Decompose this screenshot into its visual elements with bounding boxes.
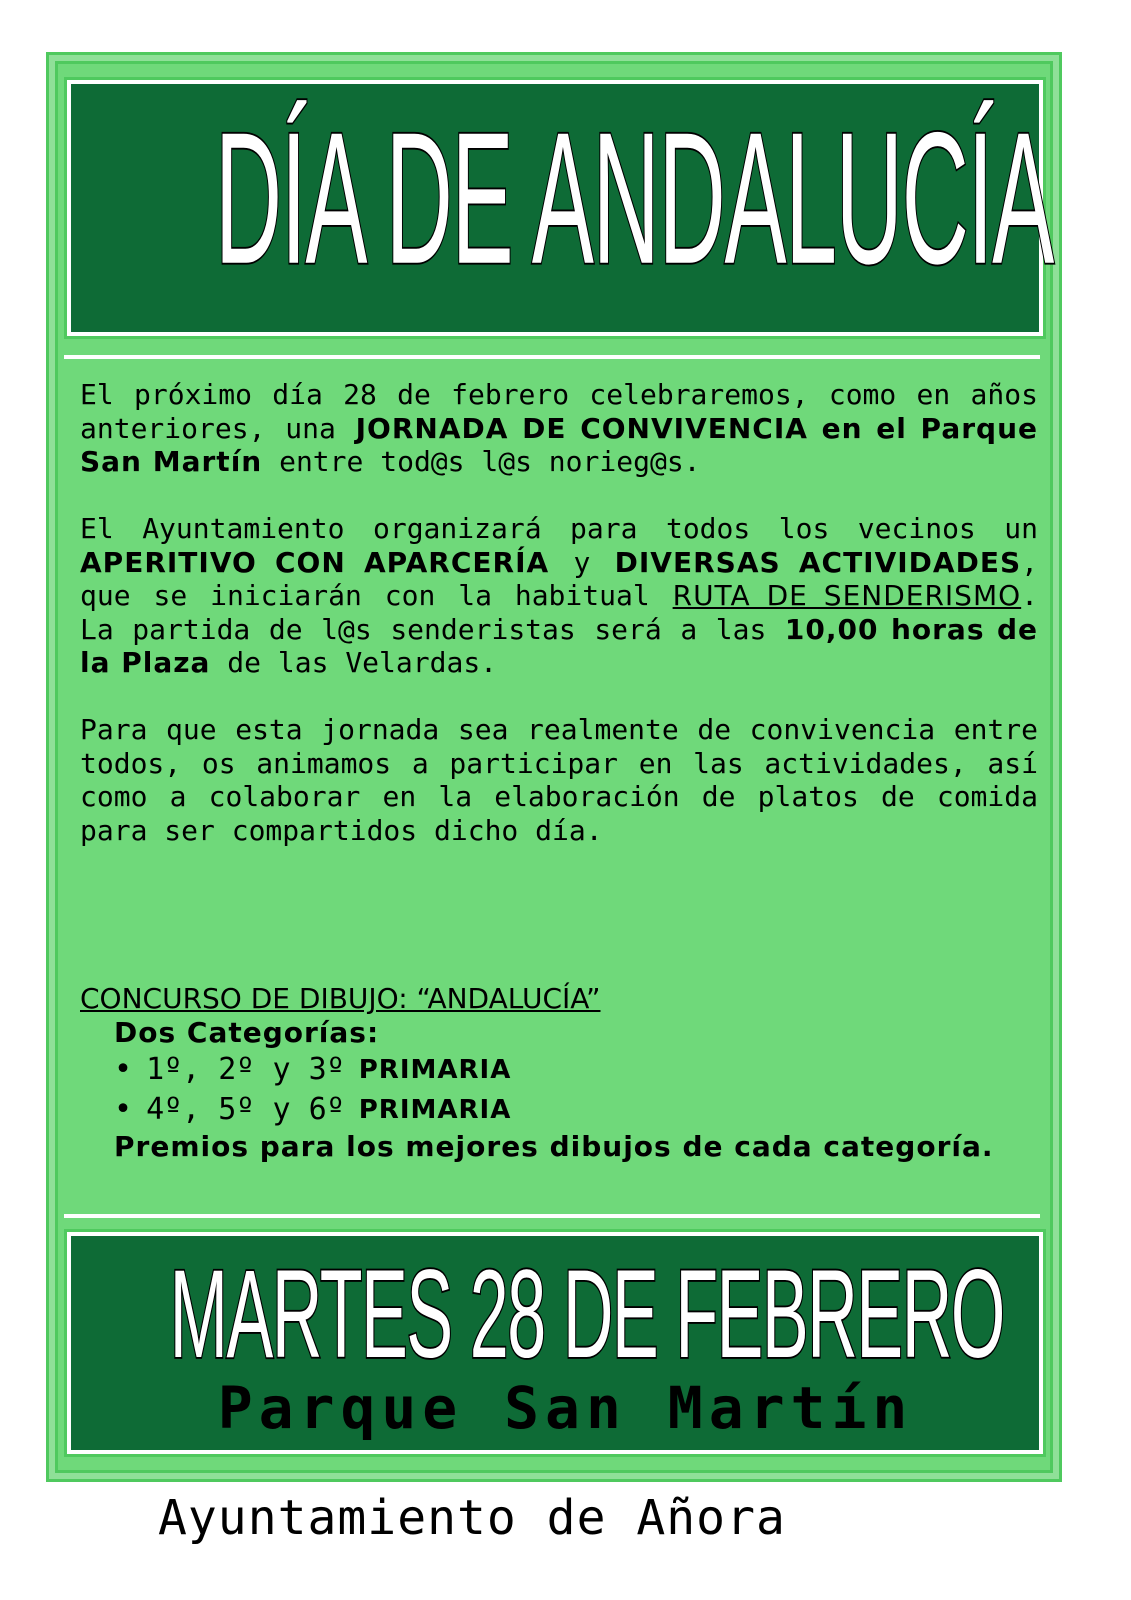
divider-top: [64, 355, 1040, 359]
paragraph-activities: El Ayuntamiento organizará para todos los vecinos un APERITIVO CON APARCERÍA y DIVERSAS ACTIVIDADES, que se iniciarán con la habitual RUTA DE SENDERISMO. La partida de l@s senderistas será a las 10,00 horas de la Plaza de las Velardas.: [80, 512, 1039, 679]
contest-title: CONCURSO DE DIBUJO: “ANDALUCÍA”: [80, 982, 601, 1015]
prizes-text: Premios para los mejores dibujos de cada categoría.: [114, 1130, 994, 1163]
bullet-icon: •: [114, 1052, 133, 1087]
organizer-name: Ayuntamiento de Añora: [158, 1490, 786, 1546]
category-item: • 1º, 2º y 3º PRIMARIA: [114, 1050, 1038, 1090]
bullet-icon: •: [114, 1092, 133, 1127]
paragraph-participation: Para que esta jornada sea realmente de convivencia entre todos, os animamos a participar en las actividades, así como a colaborar en la elaboración de platos de comida para ser compartidos dicho día.: [80, 713, 1038, 847]
categories-label: Dos Categorías:: [114, 1016, 380, 1049]
event-place: Parque San Martín: [217, 1374, 914, 1442]
category-item: • 4º, 5º y 6º PRIMARIA: [114, 1090, 1038, 1130]
divider-bottom: [64, 1214, 1040, 1218]
poster-body: [80, 378, 1038, 881]
event-date: MARTES 28 DE FEBRERO: [169, 1244, 1004, 1385]
drawing-contest: [80, 982, 1038, 1164]
paragraph-invitation: El próximo día 28 de febrero celebraremos, como en años anteriores, una JORNADA DE CONVIVENCIA en el Parque San Martín entre tod@s l@s norieg@s.: [80, 378, 1038, 478]
poster-title: DÍA DE ANDALUCÍA: [214, 92, 1053, 303]
